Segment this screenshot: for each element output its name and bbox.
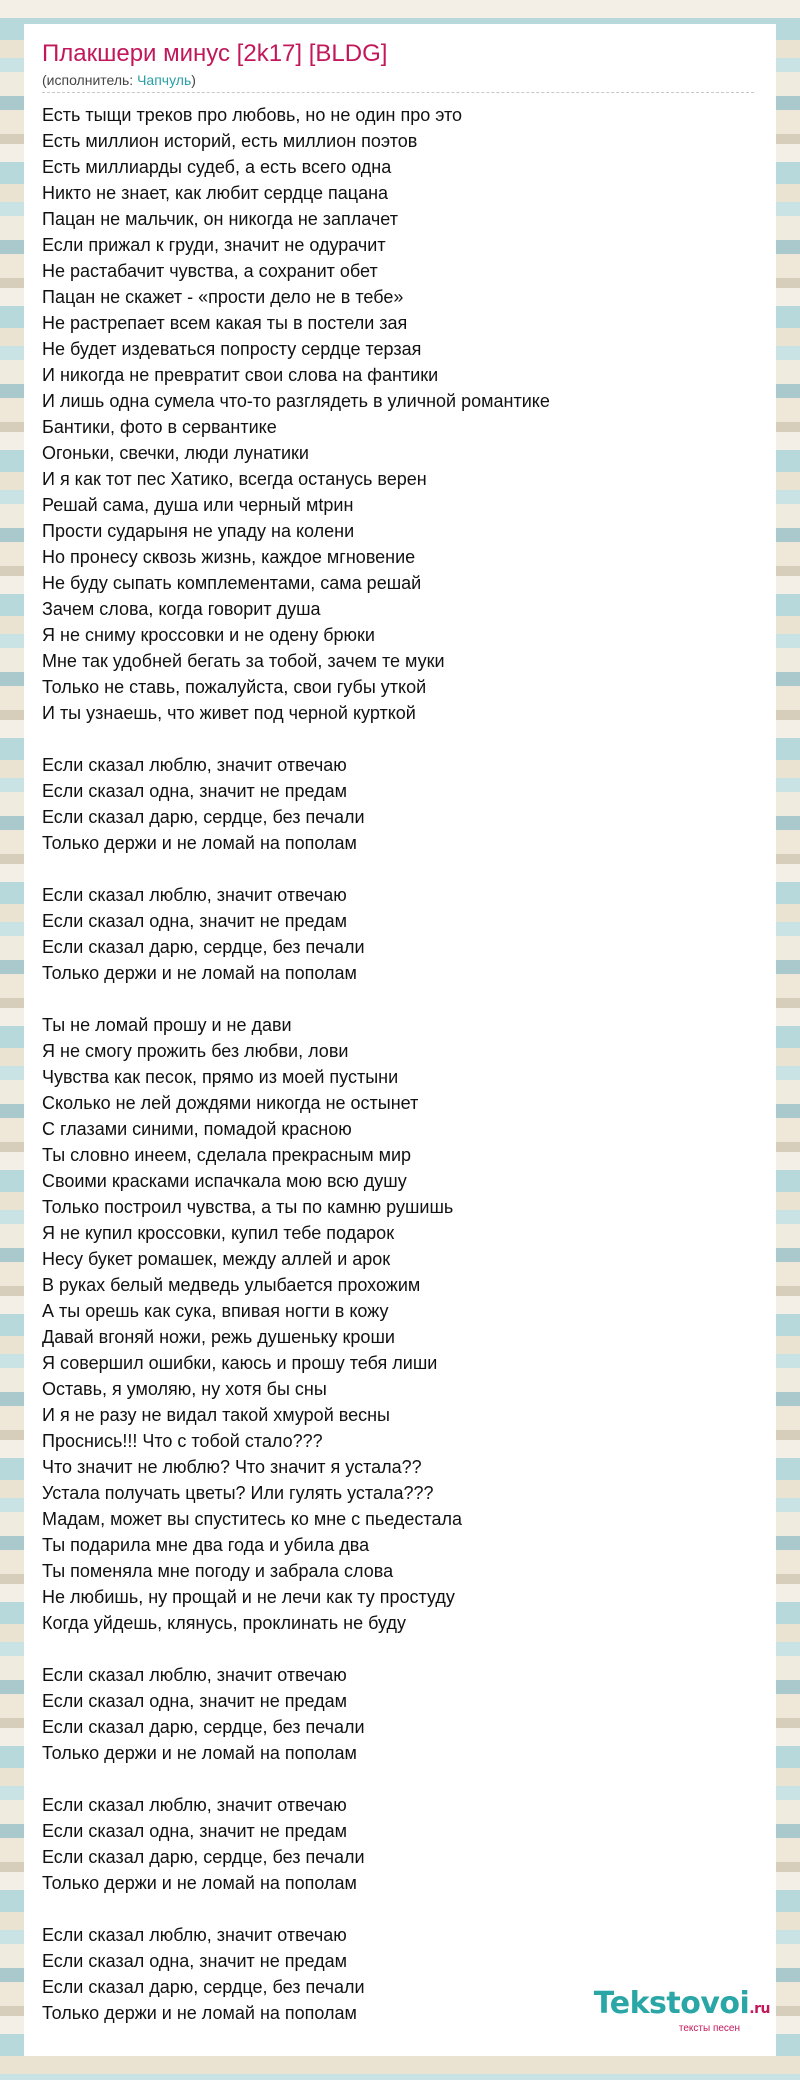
lyric-line: Если сказал дарю, сердце, без печали — [42, 807, 365, 827]
lyric-line: Не любишь, ну прощай и не лечи как ту простуду — [42, 1587, 455, 1607]
lyric-line: Только держи и не ломай на пополам — [42, 1873, 357, 1893]
lyric-line: Что значит не люблю? Что значит я устала?? — [42, 1457, 422, 1477]
lyric-line: Если сказал дарю, сердце, без печали — [42, 1847, 365, 1867]
lyric-line: А ты орешь как сука, впивая ногти в кожу — [42, 1301, 389, 1321]
lyric-line: Если сказал люблю, значит отвечаю — [42, 1795, 347, 1815]
lyric-line: И я как тот пес Хатико, всегда останусь верен — [42, 469, 427, 489]
lyric-line: Если сказал одна, значит не предам — [42, 1691, 347, 1711]
lyric-line: И я не разу не видал такой хмурой весны — [42, 1405, 390, 1425]
lyric-line: Не буду сыпать комплементами, сама решай — [42, 573, 422, 593]
lyric-line: Зачем слова, когда говорит душа — [42, 599, 321, 619]
lyric-line: Проснись!!! Что с тобой стало??? — [42, 1431, 323, 1451]
lyric-line: Чувства как песок, прямо из моей пустыни — [42, 1067, 399, 1087]
lyric-line: Никто не знает, как любит сердце пацана — [42, 183, 389, 203]
lyric-line: Ты поменяла мне погоду и забрала слова — [42, 1561, 394, 1581]
lyric-line: Если сказал одна, значит не предам — [42, 1951, 347, 1971]
lyric-line: Несу букет ромашек, между аллей и арок — [42, 1249, 391, 1269]
lyric-line: Не будет издеваться попросту сердце терзая — [42, 339, 422, 359]
lyric-line: Решай сама, душа или черный мtрин — [42, 495, 354, 515]
lyric-line: Если сказал дарю, сердце, без печали — [42, 1977, 365, 1997]
lyric-line: Пацан не мальчик, он никогда не заплачет — [42, 209, 398, 229]
lyric-line: Оставь, я умоляю, ну хотя бы сны — [42, 1379, 327, 1399]
lyric-line: Только держи и не ломай на пополам — [42, 833, 357, 853]
lyric-line: Есть миллиарды судеб, а есть всего одна — [42, 157, 392, 177]
stanza-gap — [42, 1636, 762, 1662]
lyric-line: Мадам, может вы спуститесь ко мне с пьедестала — [42, 1509, 462, 1529]
lyric-line: Если сказал одна, значит не предам — [42, 1821, 347, 1841]
lyric-line: Давай вгоняй ножи, режь душеньку кроши — [42, 1327, 395, 1347]
lyric-line: Ты не ломай прошу и не дави — [42, 1015, 292, 1035]
lyric-line: Не растрепает всем какая ты в постели зая — [42, 313, 408, 333]
lyric-line: Я совершил ошибки, каюсь и прошу тебя лиши — [42, 1353, 438, 1373]
lyric-line: Если сказал одна, значит не предам — [42, 781, 347, 801]
lyric-line: Прости сударыня не упаду на колени — [42, 521, 355, 541]
lyric-line: Я не купил кроссовки, купил тебе подарок — [42, 1223, 395, 1243]
lyric-line: Сколько не лей дождями никогда не остынет — [42, 1093, 419, 1113]
lyric-line: Если сказал люблю, значит отвечаю — [42, 1665, 347, 1685]
lyric-line: Когда уйдешь, клянусь, проклинать не буду — [42, 1613, 406, 1633]
title-divider — [42, 92, 754, 93]
lyric-line: Только построил чувства, а ты по камню рушишь — [42, 1197, 454, 1217]
lyric-line: Только держи и не ломай на пополам — [42, 2003, 357, 2023]
lyric-line: И ты узнаешь, что живет под черной курткой — [42, 703, 416, 723]
lyric-line: Ты подарила мне два года и убила два — [42, 1535, 370, 1555]
stanza-gap — [42, 1896, 762, 1922]
lyric-line: Только держи и не ломай на пополам — [42, 1743, 357, 1763]
artist-prefix: (исполнитель: — [42, 72, 138, 88]
lyric-line: И лишь одна сумела что-то разглядеть в уличной романтике — [42, 391, 550, 411]
lyric-line: Ты словно инеем, сделала прекрасным мир — [42, 1145, 412, 1165]
stanza-gap — [42, 1766, 762, 1792]
stanza-gap — [42, 856, 762, 882]
stanza-gap — [42, 986, 762, 1012]
lyric-line: Я не сниму кроссовки и не одену брюки — [42, 625, 375, 645]
logo-tld: .ru — [749, 2001, 770, 2017]
lyric-line: Огоньки, свечки, люди лунатики — [42, 443, 309, 463]
stanza-gap — [42, 726, 762, 752]
lyric-line: Если сказал люблю, значит отвечаю — [42, 1925, 347, 1945]
lyric-line: Если сказал люблю, значит отвечаю — [42, 885, 347, 905]
lyric-line: Только не ставь, пожалуйста, свои губы уткой — [42, 677, 427, 697]
lyric-line: Своими красками испачкала мою всю душу — [42, 1171, 407, 1191]
artist-link[interactable]: Чапчуль — [137, 72, 192, 88]
lyric-line: Бантики, фото в сервантике — [42, 417, 277, 437]
logo-wordmark — [594, 1988, 770, 2025]
lyric-line: Только держи и не ломай на пополам — [42, 963, 357, 983]
lyric-line: Пацан не скажет - «прости дело не в тебе» — [42, 287, 404, 307]
lyric-line: В руках белый медведь улыбается прохожим — [42, 1275, 421, 1295]
lyric-line: С глазами синими, помадой красною — [42, 1119, 352, 1139]
lyrics-body — [42, 102, 762, 2026]
logo-name: Tekstovoi — [593, 1986, 750, 2021]
lyric-line: Но пронесу сквозь жизнь, каждое мгновение — [42, 547, 416, 567]
song-title: Плакшери минус [2k17] [BLDG] — [42, 40, 388, 67]
artist-suffix: ) — [191, 72, 196, 88]
lyric-line: Если сказал дарю, сердце, без печали — [42, 937, 365, 957]
lyric-line: И никогда не превратит свои слова на фантики — [42, 365, 439, 385]
lyric-line: Не растабачит чувства, а сохранит обет — [42, 261, 378, 281]
lyric-line: Есть тыщи треков про любовь, но не один про это — [42, 105, 463, 125]
lyric-line: Я не смогу прожить без любви, лови — [42, 1041, 349, 1061]
lyric-line: Если сказал одна, значит не предам — [42, 911, 347, 931]
site-logo[interactable] — [594, 1988, 770, 2034]
artist-line — [42, 72, 196, 88]
lyric-line: Мне так удобней бегать за тобой, зачем те муки — [42, 651, 445, 671]
logo-tagline: тексты песен — [678, 2023, 740, 2034]
lyric-line: Если сказал люблю, значит отвечаю — [42, 755, 347, 775]
lyric-line: Есть миллион историй, есть миллион поэтов — [42, 131, 418, 151]
lyric-line: Устала получать цветы? Или гулять устала??? — [42, 1483, 434, 1503]
lyric-line: Если прижал к груди, значит не одурачит — [42, 235, 386, 255]
lyric-line: Если сказал дарю, сердце, без печали — [42, 1717, 365, 1737]
lyrics-card — [24, 24, 776, 2056]
